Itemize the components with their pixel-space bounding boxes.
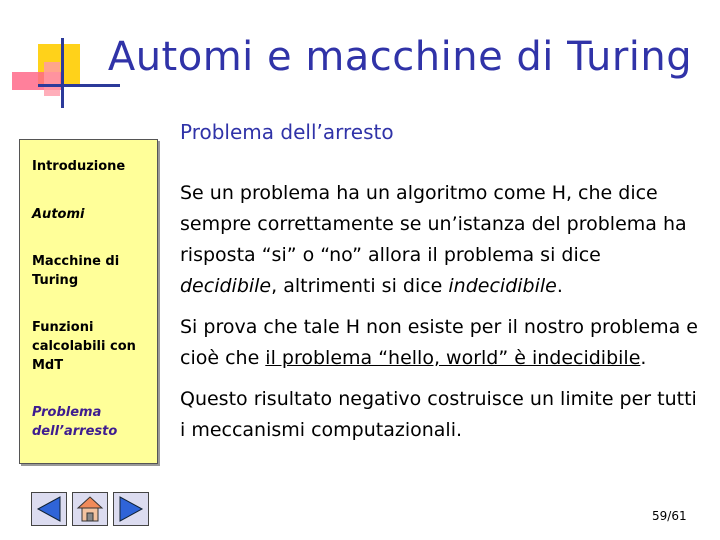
p2-link-hello-world[interactable]: il problema “hello, world” è indecidibile bbox=[265, 347, 641, 369]
home-icon bbox=[73, 493, 107, 525]
paragraph-conclusion: Questo risultato negativo costruisce un limite per tutti i meccanismi computazionali. bbox=[180, 388, 697, 441]
p1-text-e: . bbox=[556, 275, 563, 297]
arrow-right-icon bbox=[114, 493, 148, 525]
page-number: 59/61 bbox=[652, 509, 687, 523]
sidebar bbox=[19, 139, 158, 464]
arrow-left-icon bbox=[32, 493, 66, 525]
p1-term-indecidibile: indecidibile bbox=[448, 275, 557, 297]
slide-title: Automi e macchine di Turing bbox=[107, 34, 693, 80]
sidebar-item-macchine-di-turing[interactable]: Macchine di Turing bbox=[32, 254, 120, 288]
p2-text-a: Si prova che tale H non esiste per il nostro problema e cioè che bbox=[180, 316, 698, 369]
paragraph-proof bbox=[180, 312, 700, 374]
sidebar-item-introduzione[interactable]: Introduzione bbox=[32, 159, 126, 174]
slide-subtitle: Problema dell’arresto bbox=[180, 120, 394, 144]
logo-horizontal-line bbox=[38, 84, 120, 87]
home-button[interactable] bbox=[72, 492, 108, 526]
back-button[interactable] bbox=[31, 492, 67, 526]
forward-button[interactable] bbox=[113, 492, 149, 526]
sidebar-item-automi[interactable]: Automi bbox=[32, 207, 85, 222]
p2-text-c: . bbox=[640, 347, 647, 369]
paragraph-definition bbox=[180, 178, 700, 302]
p1-text-c: , altrimenti si dice bbox=[271, 275, 449, 297]
p1-term-decidibile: decidibile bbox=[180, 275, 272, 297]
sidebar-item-problema-arresto[interactable]: Problema dell’arresto bbox=[32, 405, 118, 439]
sidebar-item-funzioni-calcolabili[interactable]: Funzioni calcolabili con MdT bbox=[32, 320, 136, 373]
p1-text-a: Se un problema ha un algoritmo come H, che dice sempre correttamente se un’istanza del problema ha risposta “si” o “no” allora il problema si dice bbox=[180, 182, 687, 266]
